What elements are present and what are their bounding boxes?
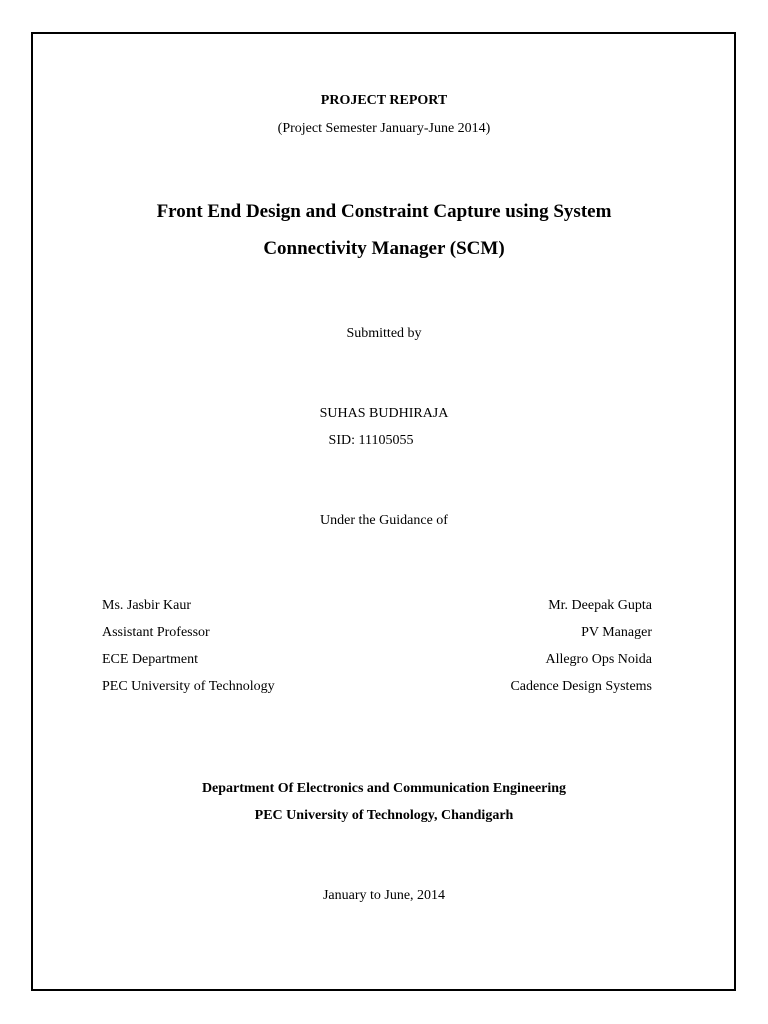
internal-guide-name: Ms. Jasbir Kaur xyxy=(102,598,192,613)
project-semester: (Project Semester January-June 2014) xyxy=(277,121,491,136)
student-sid: SID: 11105055 xyxy=(328,433,414,448)
external-guide xyxy=(510,592,652,700)
student-name: SUHAS BUDHIRAJA xyxy=(319,406,449,421)
internal-guide-organization: PEC University of Technology xyxy=(102,679,275,694)
external-guide-department: Allegro Ops Noida xyxy=(545,652,652,667)
report-title-line-2: Connectivity Manager (SCM) xyxy=(263,238,505,259)
report-heading: PROJECT REPORT xyxy=(320,93,448,108)
internal-guide-designation: Assistant Professor xyxy=(102,625,210,640)
report-date: January to June, 2014 xyxy=(322,888,446,903)
university-name: PEC University of Technology, Chandigarh xyxy=(254,808,514,823)
guidance-label: Under the Guidance of xyxy=(320,513,448,528)
report-title-line-1: Front End Design and Constraint Capture using System xyxy=(156,201,612,222)
submitted-by-label: Submitted by xyxy=(346,326,422,341)
external-guide-name: Mr. Deepak Gupta xyxy=(548,598,652,613)
internal-guide xyxy=(102,592,275,700)
department-name: Department Of Electronics and Communication Engineering xyxy=(201,781,567,796)
external-guide-designation: PV Manager xyxy=(581,625,652,640)
internal-guide-department: ECE Department xyxy=(102,652,199,667)
external-guide-organization: Cadence Design Systems xyxy=(510,679,652,694)
